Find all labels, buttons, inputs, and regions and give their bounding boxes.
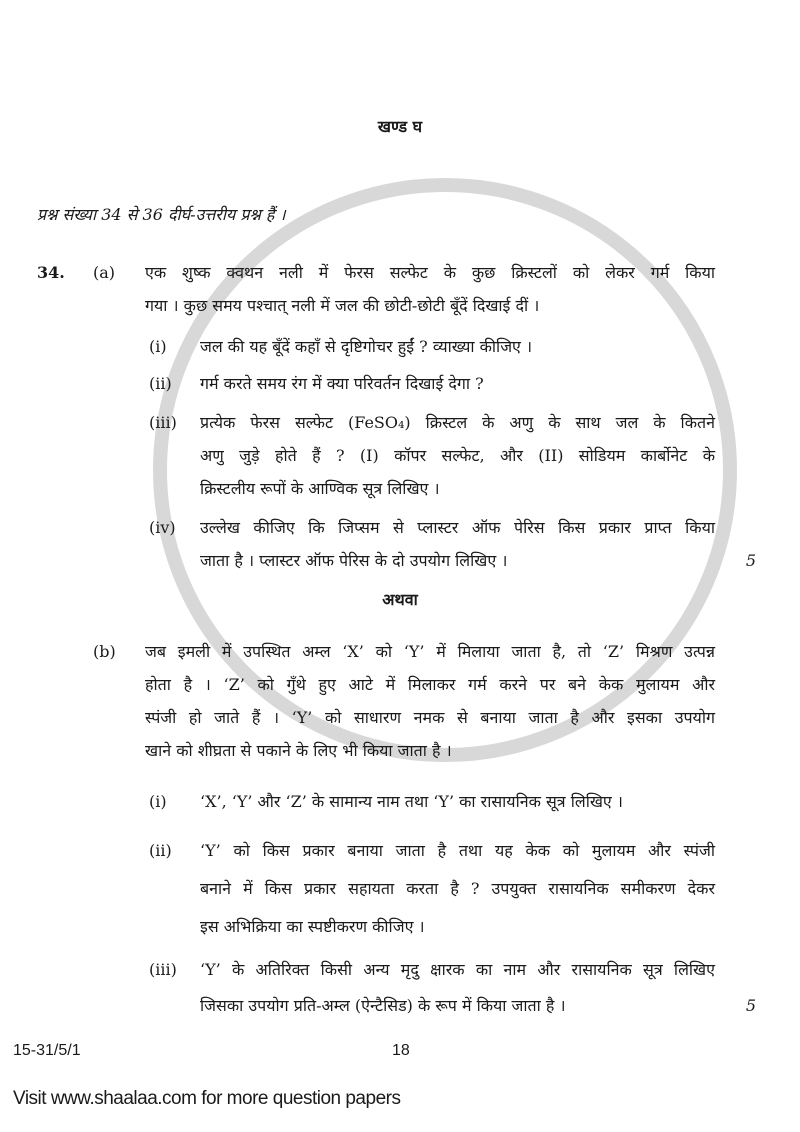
question-34-part-b (0, 635, 800, 767)
part-b-line: होता है । ‘Z’ को गुँथे हुए आटे में मिलाकर गर्म करने पर बने केक मुलायम और (145, 675, 715, 694)
or-label: अथवा (382, 590, 418, 609)
promo-link[interactable]: Visit www.shaalaa.com for more question papers (13, 1088, 401, 1109)
part-b-label: (b) (93, 642, 116, 661)
subpart-text: उल्लेख कीजिए कि जिप्सम से प्लास्टर ऑफ पेरिस किस प्रकार प्राप्त किया (200, 518, 715, 537)
page-footer (0, 1038, 800, 1064)
subpart-text: अणु जुड़े होते हैं ? (I) कॉपर सल्फेट, और (II) सोडियम कार्बोनेट के (200, 446, 715, 465)
subpart-text: इस अभिक्रिया का स्पष्टीकरण कीजिए । (200, 917, 425, 936)
subpart-text: ‘X’, ‘Y’ और ‘Z’ के सामान्य नाम तथा ‘Y’ का रासायनिक सूत्र लिखिए । (200, 792, 623, 811)
question-34-part-a (0, 256, 800, 322)
subpart-label: (iv) (149, 518, 176, 537)
marks: 5 (745, 996, 756, 1015)
question-number: 34. (37, 263, 65, 282)
section-title: खण्ड घ (377, 117, 423, 136)
marks: 5 (745, 551, 756, 570)
instruction: प्रश्न संख्या 34 से 36 दीर्घ-उत्तरीय प्रश्न हैं । (37, 205, 286, 224)
page-number: 18 (392, 1042, 410, 1059)
subpart-text: बनाने में किस प्रकार सहायता करता है ? उपयुक्त रासायनिक समीकरण देकर (200, 879, 715, 898)
subpart-text: क्रिस्टलीय रूपों के आण्विक सूत्र लिखिए । (200, 479, 440, 498)
subpart (0, 330, 800, 363)
subpart-label: (iii) (149, 960, 177, 979)
subpart-label: (ii) (149, 841, 172, 860)
subpart-text: गर्म करते समय रंग में क्या परिवर्तन दिखाई देगा ? (200, 374, 484, 393)
subpart (0, 406, 800, 505)
subpart-text: ‘Y’ को किस प्रकार बनाया जाता है तथा यह केक को मुलायम और स्पंजी (200, 841, 715, 860)
subpart (0, 511, 800, 577)
part-b-line: जब इमली में उपस्थित अम्ल ‘X’ को ‘Y’ में मिलाया जाता है, तो ‘Z’ मिश्रण उत्पन्न (145, 642, 715, 661)
subpart-label: (ii) (149, 374, 172, 393)
subpart (0, 785, 800, 818)
part-b-line: खाने को शीघ्रता से पकाने के लिए भी किया जाता है । (145, 741, 452, 760)
paper-code: 15-31/5/1 (13, 1042, 81, 1059)
subpart (0, 832, 800, 946)
subpart-label: (i) (149, 337, 167, 356)
subpart-text: जिसका उपयोग प्रति-अम्ल (ऐन्टैसिड) के रूप में किया जाता है । (200, 996, 566, 1015)
subpart-text: प्रत्येक फेरस सल्फेट (FeSO₄) क्रिस्टल के अणु के साथ जल के कितने (200, 413, 715, 432)
part-a-line: एक शुष्क क्वथन नली में फेरस सल्फेट के कुछ क्रिस्टलों को लेकर गर्म किया (145, 263, 715, 282)
subpart-label: (iii) (149, 413, 177, 432)
subpart (0, 952, 800, 1024)
subpart-text: जल की यह बूँदें कहाँ से दृष्टिगोचर हुईं ? व्याख्या कीजिए । (200, 337, 533, 356)
subpart (0, 367, 800, 400)
subpart-label: (i) (149, 792, 167, 811)
part-a-line: गया । कुछ समय पश्चात् नली में जल की छोटी-छोटी बूँदें दिखाई दीं । (145, 296, 540, 315)
part-b-line: स्पंजी हो जाते हैं । ‘Y’ को साधारण नमक से बनाया जाता है और इसका उपयोग (145, 708, 715, 727)
subpart-text: जाता है । प्लास्टर ऑफ पेरिस के दो उपयोग लिखिए । (200, 551, 508, 570)
part-a-label: (a) (93, 263, 116, 282)
subpart-text: ‘Y’ के अतिरिक्त किसी अन्य मृदु क्षारक का नाम और रासायनिक सूत्र लिखिए (200, 960, 715, 979)
